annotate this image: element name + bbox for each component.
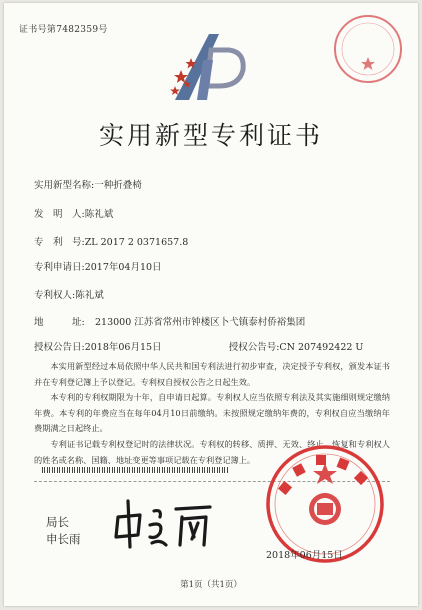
field-value: 一种折叠椅: [94, 180, 142, 191]
grant-date-label: 授权公告日:: [34, 342, 85, 353]
field-label: 实用新型名称:: [34, 180, 95, 191]
certificate-number: 证书号第7482359号: [19, 25, 108, 35]
director-name: 申长雨: [46, 532, 81, 546]
body-paragraph: 本实用新型经过本局依照中华人民共和国专利法进行初步审查，决定授予专利权，颁发本证书并在专利登记簿上予以登记。专利权自授权公告之日起生效。: [34, 361, 390, 387]
certificate-title: 实用新型专利证书: [98, 121, 323, 150]
grant-date-value: 2018年06月15日: [84, 342, 162, 353]
director-title: 局长: [46, 515, 69, 529]
director-signature: [110, 495, 226, 551]
field-value: ZL 2017 2 0371657.8: [84, 237, 189, 248]
page-footer: 第1页（共1页）: [180, 580, 242, 590]
field-address: [34, 314, 305, 328]
field-patentee: [34, 287, 104, 301]
field-value: 陈礼斌: [75, 290, 104, 301]
certificate-page: [4, 3, 418, 606]
field-label: 发 明 人:: [34, 209, 85, 220]
grant-number-value: CN 207492422 U: [279, 342, 364, 353]
field-label: 专利申请日:: [34, 262, 85, 273]
field-patent-number: [34, 234, 188, 248]
barcode-strip: [42, 467, 228, 473]
body-paragraph: 专利证书记载专利权登记时的法律状况。专利权的转移、质押、无效、终止、恢复和专利权人的姓名或名称、国籍、地址变更等事项记载在专利登记簿上。: [34, 438, 390, 465]
grant-info: [34, 339, 363, 353]
field-inventor: [34, 206, 113, 220]
field-filing-date: [34, 259, 162, 273]
field-label: 地 址:: [34, 317, 85, 328]
seal-date: 2018年06月15日: [266, 550, 343, 561]
field-value: 213000 江苏省常州市钟楼区卜弋镇泰村侨裕集团: [95, 317, 306, 328]
field-label: 专利权人:: [34, 290, 76, 301]
field-label: 专 利 号:: [34, 237, 85, 248]
top-seal-stamp: [332, 13, 404, 85]
grant-number-label: 授权公告号:: [228, 342, 280, 353]
patent-office-logo: [167, 30, 249, 108]
field-value: 陈礼斌: [84, 209, 114, 220]
field-value: 2017年04月10日: [84, 262, 162, 273]
body-paragraph: 本专利的专利权期限为十年，自申请日起算。专利权人应当依照专利法及其实施细则规定缴纳年费。本专利的年费应当在每年04月10日前缴纳。未按照规定缴纳年费的，专利权自应当缴纳年费期满之日起终止。: [34, 392, 390, 434]
field-name: [34, 177, 142, 191]
